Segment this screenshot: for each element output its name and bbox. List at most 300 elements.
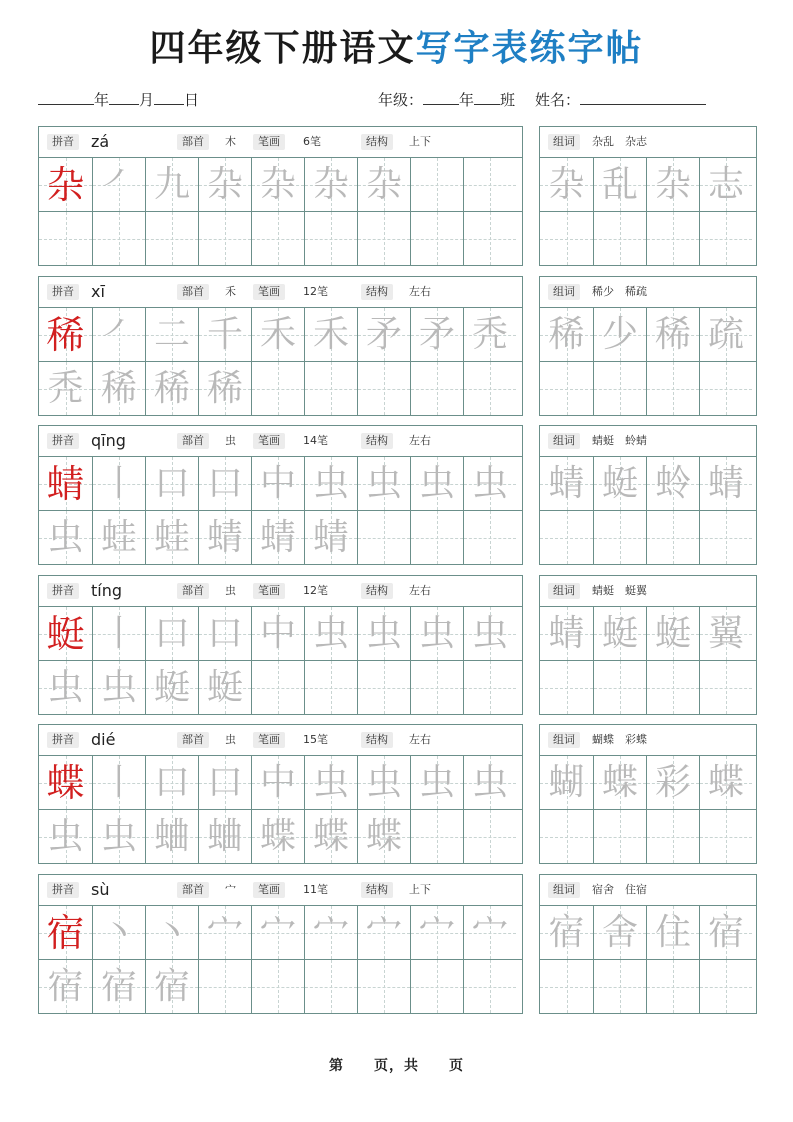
grid-row bbox=[540, 809, 756, 863]
strokes-value: 12笔 bbox=[303, 285, 328, 298]
stroke-step-character: 秃 bbox=[471, 313, 508, 355]
words-grid bbox=[540, 307, 756, 415]
grid-cell[interactable] bbox=[304, 511, 357, 564]
grid-row bbox=[39, 906, 522, 959]
structure-value: 左右 bbox=[409, 584, 431, 597]
grid-cell[interactable] bbox=[145, 308, 198, 361]
grid-cell[interactable] bbox=[198, 906, 251, 959]
grid-row bbox=[540, 906, 756, 959]
grid-cell[interactable] bbox=[410, 362, 463, 415]
grid-cell[interactable] bbox=[593, 457, 646, 510]
stroke-step-character: 宀 bbox=[418, 911, 455, 953]
grid-cell[interactable] bbox=[410, 661, 463, 714]
grid-cell[interactable] bbox=[463, 308, 516, 361]
grid-cell[interactable] bbox=[410, 308, 463, 361]
word-character: 志 bbox=[707, 163, 744, 205]
stroke-step-character: 虫 bbox=[418, 761, 455, 803]
grid-row bbox=[540, 607, 756, 660]
stroke-step-character: 禾 bbox=[259, 313, 296, 355]
grid-cell[interactable] bbox=[357, 308, 410, 361]
word-character: 乱 bbox=[601, 163, 638, 205]
word-character: 疏 bbox=[707, 313, 744, 355]
grid-cell[interactable] bbox=[92, 756, 145, 809]
words-header bbox=[540, 277, 756, 307]
word-character: 翼 bbox=[707, 612, 744, 654]
grid-cell[interactable] bbox=[145, 960, 198, 1013]
grid-cell[interactable] bbox=[357, 960, 410, 1013]
stroke-step-character: 虫 bbox=[471, 612, 508, 654]
grid-cell[interactable] bbox=[699, 511, 752, 564]
grid-cell[interactable] bbox=[593, 661, 646, 714]
words-grid bbox=[540, 456, 756, 564]
grid-cell[interactable] bbox=[593, 212, 646, 265]
grid-cell[interactable] bbox=[646, 906, 699, 959]
grid-cell[interactable] bbox=[463, 457, 516, 510]
words-header bbox=[540, 875, 756, 905]
word-character: 少 bbox=[601, 313, 638, 355]
card-header bbox=[39, 426, 522, 456]
words-value: 杂乱 杂志 bbox=[592, 135, 647, 148]
stroke-step-character: 虫 bbox=[365, 462, 402, 504]
grid-cell[interactable] bbox=[463, 661, 516, 714]
grid-cell[interactable] bbox=[646, 212, 699, 265]
words-value: 稀少 稀疏 bbox=[592, 285, 647, 298]
grid-cell[interactable] bbox=[39, 661, 92, 714]
grid-cell[interactable] bbox=[410, 906, 463, 959]
grid-cell[interactable] bbox=[699, 308, 752, 361]
grid-cell[interactable] bbox=[251, 511, 304, 564]
grid-cell[interactable] bbox=[646, 960, 699, 1013]
grid-cell[interactable] bbox=[304, 158, 357, 211]
grid-cell[interactable] bbox=[251, 308, 304, 361]
grid-cell[interactable] bbox=[646, 158, 699, 211]
grid-cell[interactable] bbox=[540, 212, 593, 265]
words-label: 组词 bbox=[548, 583, 580, 599]
stroke-step-character: ㇒ bbox=[100, 163, 137, 205]
grid-cell[interactable] bbox=[593, 607, 646, 660]
stroke-step-character: 宀 bbox=[365, 911, 402, 953]
grid-cell[interactable] bbox=[145, 756, 198, 809]
grid-cell[interactable] bbox=[304, 607, 357, 660]
grid-cell[interactable] bbox=[593, 810, 646, 863]
grid-cell[interactable] bbox=[540, 960, 593, 1013]
grid-cell[interactable] bbox=[646, 457, 699, 510]
stroke-step-character: 蜻 bbox=[312, 516, 349, 558]
grid-cell[interactable] bbox=[463, 810, 516, 863]
grid-cell[interactable] bbox=[92, 457, 145, 510]
grid-cell[interactable] bbox=[410, 212, 463, 265]
word-character: 蝶 bbox=[601, 761, 638, 803]
strokes-label: 笔画 bbox=[253, 284, 285, 300]
tian-grid bbox=[39, 755, 522, 863]
grid-cell[interactable] bbox=[410, 457, 463, 510]
stroke-step-character: 稀 bbox=[206, 367, 243, 409]
grid-cell[interactable] bbox=[357, 661, 410, 714]
pinyin-label: 拼音 bbox=[47, 433, 79, 449]
pinyin-value: dié bbox=[91, 730, 116, 749]
grid-cell[interactable] bbox=[646, 810, 699, 863]
stroke-step-character: 丨 bbox=[100, 462, 137, 504]
radical-value: 虫 bbox=[225, 733, 236, 746]
grid-cell[interactable] bbox=[699, 960, 752, 1013]
word-character: 蜓 bbox=[654, 612, 691, 654]
strokes-value: 12笔 bbox=[303, 584, 328, 597]
strokes-label: 笔画 bbox=[253, 732, 285, 748]
grid-cell[interactable] bbox=[646, 607, 699, 660]
month-blank[interactable] bbox=[109, 90, 139, 105]
model-character: 蜓 bbox=[46, 611, 85, 656]
grid-cell[interactable] bbox=[410, 511, 463, 564]
grid-cell[interactable] bbox=[540, 308, 593, 361]
pinyin-value: xī bbox=[91, 282, 105, 301]
grid-row bbox=[39, 308, 522, 361]
stroke-step-character: 虫 bbox=[471, 761, 508, 803]
grid-cell[interactable] bbox=[39, 511, 92, 564]
grid-cell[interactable] bbox=[357, 362, 410, 415]
model-character: 蜻 bbox=[46, 461, 85, 506]
stroke-step-character: 宀 bbox=[206, 911, 243, 953]
page-footer: 第 页，共 页 bbox=[329, 1058, 464, 1074]
card-header bbox=[39, 277, 522, 307]
class-blank[interactable] bbox=[474, 90, 500, 105]
grid-cell[interactable] bbox=[593, 906, 646, 959]
grid-cell[interactable] bbox=[92, 212, 145, 265]
stroke-step-character: 丨 bbox=[100, 612, 137, 654]
grid-cell[interactable] bbox=[540, 661, 593, 714]
grid-cell[interactable] bbox=[540, 906, 593, 959]
grid-cell[interactable] bbox=[251, 960, 304, 1013]
model-character: 稀 bbox=[46, 312, 85, 357]
grid-cell[interactable] bbox=[304, 212, 357, 265]
tian-grid bbox=[39, 606, 522, 714]
stroke-step-character: 稀 bbox=[153, 367, 190, 409]
grid-cell[interactable] bbox=[410, 607, 463, 660]
stroke-step-character: 千 bbox=[206, 313, 243, 355]
grid-cell[interactable] bbox=[357, 212, 410, 265]
stroke-step-character: 稀 bbox=[100, 367, 137, 409]
grid-cell[interactable] bbox=[540, 362, 593, 415]
grid-cell[interactable] bbox=[646, 661, 699, 714]
stroke-step-character: 二 bbox=[153, 313, 190, 355]
grid-cell[interactable] bbox=[92, 960, 145, 1013]
words-grid bbox=[540, 755, 756, 863]
grid-cell[interactable] bbox=[593, 158, 646, 211]
grid-cell[interactable] bbox=[540, 810, 593, 863]
day-blank[interactable] bbox=[154, 90, 184, 105]
strokes-value: 14笔 bbox=[303, 434, 328, 447]
structure-label: 结构 bbox=[361, 433, 393, 449]
character-card bbox=[38, 276, 523, 416]
grid-cell[interactable] bbox=[540, 756, 593, 809]
character-card bbox=[38, 126, 523, 266]
grid-cell[interactable] bbox=[145, 362, 198, 415]
grid-cell[interactable] bbox=[198, 607, 251, 660]
grid-row bbox=[540, 308, 756, 361]
words-label: 组词 bbox=[548, 284, 580, 300]
grid-cell[interactable] bbox=[304, 810, 357, 863]
grid-cell[interactable] bbox=[463, 906, 516, 959]
tian-grid bbox=[39, 456, 522, 564]
grid-cell[interactable] bbox=[699, 661, 752, 714]
grid-cell[interactable] bbox=[540, 457, 593, 510]
grid-cell[interactable] bbox=[463, 511, 516, 564]
grid-cell[interactable] bbox=[198, 810, 251, 863]
grid-cell[interactable] bbox=[198, 511, 251, 564]
grid-cell[interactable] bbox=[699, 810, 752, 863]
grid-cell[interactable] bbox=[92, 362, 145, 415]
grid-cell[interactable] bbox=[145, 661, 198, 714]
words-header bbox=[540, 725, 756, 755]
grid-cell[interactable] bbox=[145, 810, 198, 863]
grid-cell[interactable] bbox=[646, 756, 699, 809]
grid-cell[interactable] bbox=[145, 212, 198, 265]
grid-cell[interactable] bbox=[39, 362, 92, 415]
stroke-step-character: 杂 bbox=[365, 163, 402, 205]
grid-cell[interactable] bbox=[198, 457, 251, 510]
grid-cell[interactable] bbox=[251, 457, 304, 510]
grid-cell[interactable] bbox=[410, 158, 463, 211]
grid-cell[interactable] bbox=[646, 362, 699, 415]
grid-cell[interactable] bbox=[304, 362, 357, 415]
grid-cell[interactable] bbox=[699, 756, 752, 809]
stroke-step-character: 丨 bbox=[100, 761, 137, 803]
words-card bbox=[539, 425, 757, 565]
page-title: 四年级下册语文写字表练字帖 bbox=[149, 28, 644, 69]
grid-cell[interactable] bbox=[92, 308, 145, 361]
radical-value: 虫 bbox=[225, 434, 236, 447]
strokes-value: 11笔 bbox=[303, 883, 328, 896]
grid-cell[interactable] bbox=[39, 158, 92, 211]
grid-cell[interactable] bbox=[145, 457, 198, 510]
word-character: 杂 bbox=[548, 163, 585, 205]
words-value: 宿舍 住宿 bbox=[592, 883, 647, 896]
stroke-step-character: 九 bbox=[153, 163, 190, 205]
stroke-step-character: 蝶 bbox=[312, 815, 349, 857]
strokes-value: 15笔 bbox=[303, 733, 328, 746]
grid-cell[interactable] bbox=[39, 607, 92, 660]
stroke-step-character: 杂 bbox=[259, 163, 296, 205]
grid-row bbox=[39, 809, 522, 863]
grid-cell[interactable] bbox=[251, 607, 304, 660]
grid-cell[interactable] bbox=[304, 756, 357, 809]
grid-cell[interactable] bbox=[92, 158, 145, 211]
word-character: 蜻 bbox=[707, 462, 744, 504]
stroke-step-character: 蛐 bbox=[153, 815, 190, 857]
grid-cell[interactable] bbox=[92, 906, 145, 959]
grid-cell[interactable] bbox=[357, 607, 410, 660]
grid-cell[interactable] bbox=[410, 810, 463, 863]
grid-cell[interactable] bbox=[39, 212, 92, 265]
word-character: 稀 bbox=[548, 313, 585, 355]
grid-cell[interactable] bbox=[39, 756, 92, 809]
structure-label: 结构 bbox=[361, 134, 393, 150]
word-character: 蜻 bbox=[548, 612, 585, 654]
grid-cell[interactable] bbox=[39, 810, 92, 863]
radical-value: 木 bbox=[225, 135, 236, 148]
stroke-step-character: 宿 bbox=[100, 965, 137, 1007]
words-card bbox=[539, 126, 757, 266]
grid-cell[interactable] bbox=[145, 511, 198, 564]
structure-value: 左右 bbox=[409, 285, 431, 298]
structure-label: 结构 bbox=[361, 583, 393, 599]
grid-cell[interactable] bbox=[699, 457, 752, 510]
words-value: 蜻蜓 蜓翼 bbox=[592, 584, 647, 597]
grid-row bbox=[39, 607, 522, 660]
grid-cell[interactable] bbox=[699, 158, 752, 211]
structure-value: 上下 bbox=[409, 135, 431, 148]
structure-label: 结构 bbox=[361, 882, 393, 898]
grid-cell[interactable] bbox=[699, 212, 752, 265]
structure-value: 左右 bbox=[409, 434, 431, 447]
stroke-step-character: 口 bbox=[153, 761, 190, 803]
grid-cell[interactable] bbox=[251, 810, 304, 863]
grade-blank[interactable] bbox=[423, 90, 459, 105]
grid-cell[interactable] bbox=[198, 960, 251, 1013]
stroke-step-character: 虫 bbox=[312, 761, 349, 803]
grid-cell[interactable] bbox=[304, 960, 357, 1013]
stroke-step-character: 口 bbox=[206, 612, 243, 654]
grid-cell[interactable] bbox=[198, 308, 251, 361]
grid-cell[interactable] bbox=[593, 362, 646, 415]
stroke-step-character: 宿 bbox=[47, 965, 84, 1007]
grid-cell[interactable] bbox=[593, 756, 646, 809]
grid-cell[interactable] bbox=[593, 511, 646, 564]
grid-cell[interactable] bbox=[39, 906, 92, 959]
radical-label: 部首 bbox=[177, 433, 209, 449]
grid-row bbox=[540, 510, 756, 564]
pinyin-value: qīng bbox=[91, 431, 126, 450]
grid-cell[interactable] bbox=[304, 457, 357, 510]
grid-cell[interactable] bbox=[251, 362, 304, 415]
grid-cell[interactable] bbox=[699, 607, 752, 660]
grid-cell[interactable] bbox=[410, 756, 463, 809]
grid-cell[interactable] bbox=[463, 362, 516, 415]
grid-row bbox=[39, 660, 522, 714]
radical-value: 虫 bbox=[225, 584, 236, 597]
grid-cell[interactable] bbox=[92, 661, 145, 714]
stroke-step-character: 口 bbox=[153, 612, 190, 654]
stroke-step-character: 蛙 bbox=[153, 516, 190, 558]
grid-row bbox=[39, 158, 522, 211]
grid-cell[interactable] bbox=[145, 906, 198, 959]
radical-label: 部首 bbox=[177, 583, 209, 599]
date-line: 年 月 日 bbox=[38, 88, 199, 112]
grid-cell[interactable] bbox=[39, 457, 92, 510]
grid-cell[interactable] bbox=[540, 511, 593, 564]
grid-cell[interactable] bbox=[251, 212, 304, 265]
grid-row bbox=[39, 510, 522, 564]
tian-grid bbox=[39, 307, 522, 415]
stroke-step-character: 虫 bbox=[47, 516, 84, 558]
grid-cell[interactable] bbox=[92, 810, 145, 863]
grid-cell[interactable] bbox=[646, 511, 699, 564]
stroke-step-character: 蜻 bbox=[259, 516, 296, 558]
grid-cell[interactable] bbox=[593, 960, 646, 1013]
stroke-step-character: 矛 bbox=[418, 313, 455, 355]
grid-cell[interactable] bbox=[357, 756, 410, 809]
grid-cell[interactable] bbox=[540, 607, 593, 660]
grid-cell[interactable] bbox=[463, 212, 516, 265]
stroke-step-character: 虫 bbox=[418, 462, 455, 504]
stroke-step-character: 中 bbox=[259, 761, 296, 803]
word-character: 蝶 bbox=[707, 761, 744, 803]
grid-cell[interactable] bbox=[357, 457, 410, 510]
grid-cell[interactable] bbox=[463, 158, 516, 211]
words-header bbox=[540, 426, 756, 456]
grid-cell[interactable] bbox=[463, 756, 516, 809]
grid-cell[interactable] bbox=[463, 607, 516, 660]
words-grid bbox=[540, 606, 756, 714]
stroke-step-character: 口 bbox=[206, 462, 243, 504]
stroke-step-character: 蛙 bbox=[100, 516, 137, 558]
name-blank[interactable] bbox=[580, 90, 706, 105]
grid-cell[interactable] bbox=[304, 308, 357, 361]
stroke-step-character: 蝶 bbox=[365, 815, 402, 857]
grid-cell[interactable] bbox=[198, 158, 251, 211]
grid-cell[interactable] bbox=[251, 158, 304, 211]
year-blank[interactable] bbox=[38, 90, 94, 105]
grid-cell[interactable] bbox=[198, 362, 251, 415]
tian-grid bbox=[39, 157, 522, 265]
grid-cell[interactable] bbox=[251, 756, 304, 809]
grid-cell[interactable] bbox=[198, 212, 251, 265]
stroke-step-character: 口 bbox=[153, 462, 190, 504]
words-label: 组词 bbox=[548, 732, 580, 748]
grid-cell[interactable] bbox=[699, 362, 752, 415]
grid-cell[interactable] bbox=[357, 511, 410, 564]
grid-cell[interactable] bbox=[198, 661, 251, 714]
grid-cell[interactable] bbox=[410, 960, 463, 1013]
stroke-step-character: 丶 bbox=[153, 911, 190, 953]
pinyin-label: 拼音 bbox=[47, 284, 79, 300]
grid-cell[interactable] bbox=[304, 906, 357, 959]
words-grid bbox=[540, 157, 756, 265]
words-grid bbox=[540, 905, 756, 1013]
grid-cell[interactable] bbox=[92, 511, 145, 564]
grid-cell[interactable] bbox=[357, 906, 410, 959]
grid-cell[interactable] bbox=[357, 158, 410, 211]
grid-cell[interactable] bbox=[251, 906, 304, 959]
character-card bbox=[38, 425, 523, 565]
grid-cell[interactable] bbox=[540, 158, 593, 211]
structure-label: 结构 bbox=[361, 284, 393, 300]
stroke-step-character: 蜻 bbox=[206, 516, 243, 558]
radical-value: 宀 bbox=[225, 883, 236, 896]
card-header bbox=[39, 576, 522, 606]
words-card bbox=[539, 575, 757, 715]
grid-cell[interactable] bbox=[198, 756, 251, 809]
grid-cell[interactable] bbox=[92, 607, 145, 660]
grid-cell[interactable] bbox=[593, 308, 646, 361]
words-label: 组词 bbox=[548, 882, 580, 898]
grid-cell[interactable] bbox=[145, 158, 198, 211]
grid-cell[interactable] bbox=[357, 810, 410, 863]
stroke-step-character: 中 bbox=[259, 462, 296, 504]
model-character: 宿 bbox=[46, 910, 85, 955]
grid-cell[interactable] bbox=[699, 906, 752, 959]
stroke-step-character: 口 bbox=[206, 761, 243, 803]
grid-cell[interactable] bbox=[145, 607, 198, 660]
grid-cell[interactable] bbox=[463, 960, 516, 1013]
grid-cell[interactable] bbox=[251, 661, 304, 714]
stroke-step-character: 宀 bbox=[259, 911, 296, 953]
stroke-step-character: 杂 bbox=[206, 163, 243, 205]
word-character: 舍 bbox=[601, 911, 638, 953]
grid-cell[interactable] bbox=[39, 960, 92, 1013]
grid-cell[interactable] bbox=[304, 661, 357, 714]
grid-cell[interactable] bbox=[39, 308, 92, 361]
grid-cell[interactable] bbox=[646, 308, 699, 361]
